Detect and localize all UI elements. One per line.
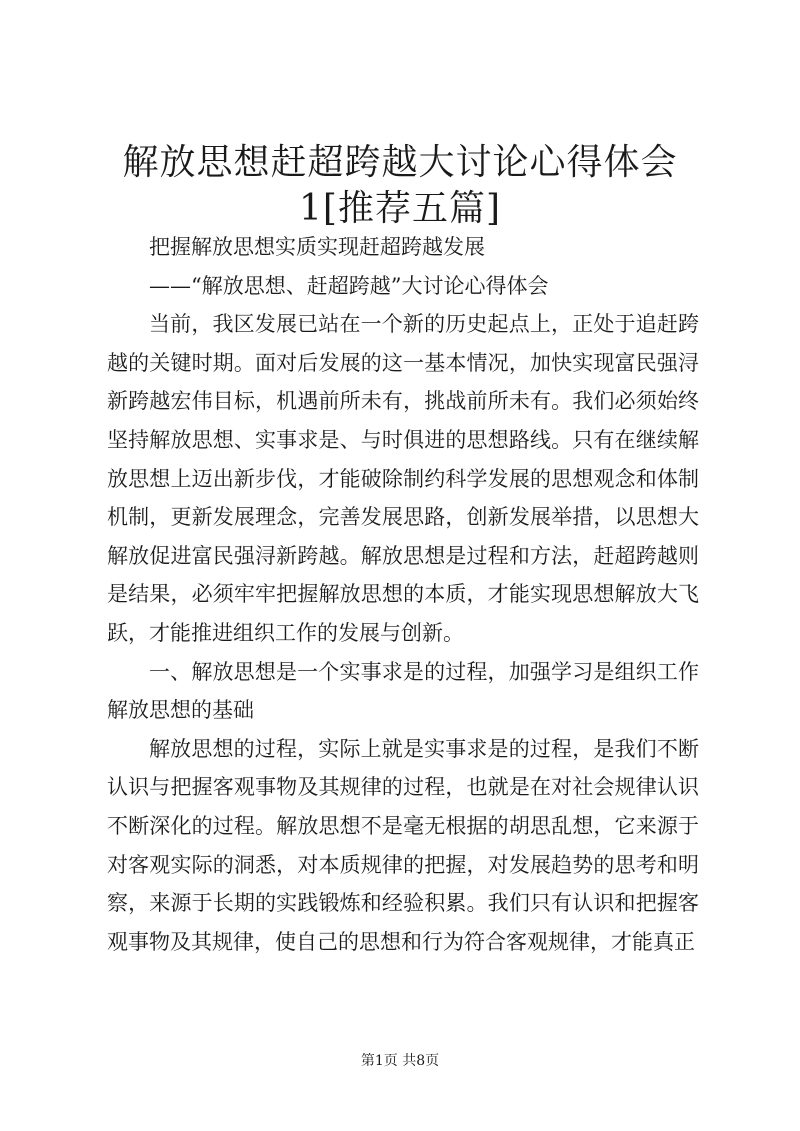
subtitle: 把握解放思想实质实现赶超跨越发展 (149, 235, 485, 259)
document-title: 解放思想赶超跨越大讨论心得体会1[推荐五篇] (122, 142, 678, 229)
section-heading: 一、解放思想是一个实事求是的过程，加强学习是组织工作解放思想的基础 (107, 659, 699, 723)
page-footer: 第1页 共8页 (360, 1053, 440, 1069)
subtitle-secondary: ——“解放思想、赶超跨越”大讨论心得体会 (149, 273, 549, 298)
body-paragraph: 当前，我区发展已站在一个新的历史起点上，正处于追赶跨越的关键时期。面对后发展的这一基本情况，加快实现富民强浔新跨越宏伟目标，机遇前所未有，挑战前所未有。我们必须始终坚持解放思想、实事求是、与时俱进的思想路线。只有在继续解放思想上迈出新步伐，才能破除制约科学发展的思想观念和体制机制，更新发展理念，完善发展思路，创新发展举措，以思想大解放促进富民强浔新跨越。解放思想是过程和方法，赶超跨越则是结果，必须牢牢把握解放思想的本质，才能实现思想解放大飞跃，才能推进组织工作的发展与创新。 (107, 312, 699, 645)
document-body (107, 228, 699, 961)
body-paragraph: 解放思想的过程，实际上就是实事求是的过程，是我们不断认识与把握客观事物及其规律的过程，也就是在对社会规律认识不断深化的过程。解放思想不是毫无根据的胡思乱想，它来源于对客观实际的洞悉，对本质规律的把握，对发展趋势的思考和明察，来源于长期的实践锻炼和经验积累。我们只有认识和把握客观事物及其规律，使自己的思想和行为符合客观规律，才能真正 (107, 736, 699, 954)
